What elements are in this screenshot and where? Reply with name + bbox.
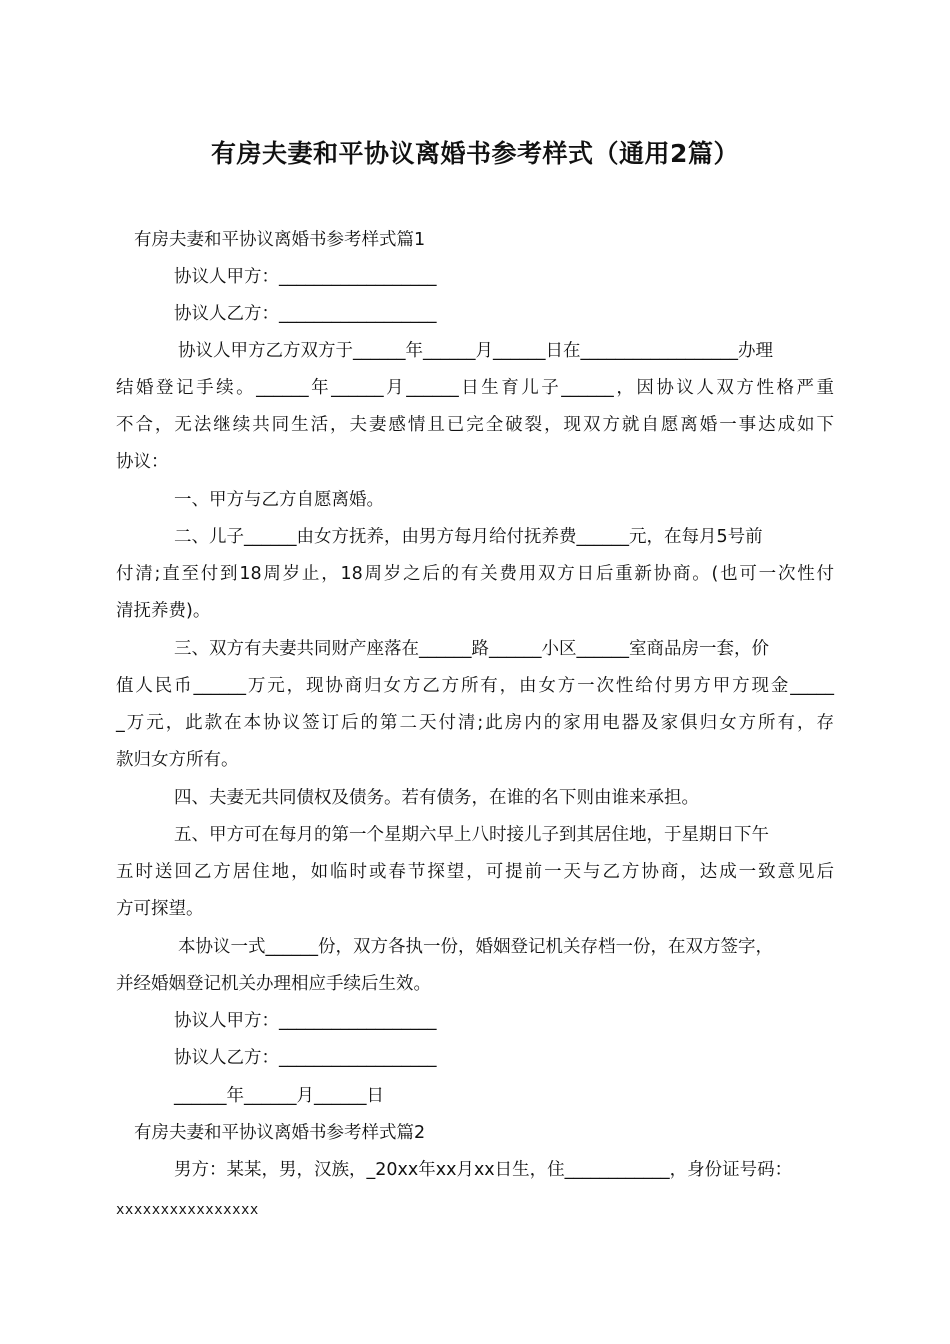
male-party-line: 男方：某某，男，汉族，_20xx年xx月xx日生，住____________，身份证号码： bbox=[174, 1160, 793, 1180]
signature-party-b: 协议人乙方：__________________ bbox=[174, 1048, 437, 1068]
effect-clause-line: 本协议一式______份，双方各执一份，婚姻登记机关存档一份，在双方签字， bbox=[178, 937, 773, 957]
clause-2-line: 清抚养费)。 bbox=[116, 601, 211, 621]
paragraph-line: 协议人甲方乙方双方于______年______月______日在__________________办理 bbox=[178, 341, 773, 361]
signature-date: ______年______月______日 bbox=[174, 1086, 384, 1106]
clause-3-line: _万元，此款在本协议签订后的第二天付清;此房内的家用电器及家俱归女方所有，存 bbox=[116, 713, 834, 733]
effect-clause-line: 并经婚姻登记机关办理相应手续后生效。 bbox=[116, 974, 431, 994]
party-a-line: 协议人甲方：__________________ bbox=[174, 267, 437, 287]
clause-1: 一、甲方与乙方自愿离婚。 bbox=[174, 490, 384, 510]
paragraph-line: 结婚登记手续。______年______月______日生育儿子______，因协议人双方性格严重 bbox=[116, 378, 834, 398]
clause-2-line: 付清;直至付到18周岁止，18周岁之后的有关费用双方日后重新协商。(也可一次性付 bbox=[116, 564, 834, 584]
section-heading-2: 有房夫妻和平协议离婚书参考样式篇2 bbox=[134, 1123, 426, 1143]
clause-3-line: 三、双方有夫妻共同财产座落在______路______小区______室商品房一套，价 bbox=[174, 639, 769, 659]
clause-5-line: 五、甲方可在每月的第一个星期六早上八时接儿子到其居住地，于星期日下午 bbox=[174, 825, 769, 845]
signature-party-a: 协议人甲方：__________________ bbox=[174, 1011, 437, 1031]
id-number-line: xxxxxxxxxxxxxxxx bbox=[116, 1202, 259, 1218]
section-heading-1: 有房夫妻和平协议离婚书参考样式篇1 bbox=[134, 230, 426, 250]
clause-4: 四、夫妻无共同债权及债务。若有债务，在谁的名下则由谁来承担。 bbox=[174, 788, 699, 808]
clause-5-line: 方可探望。 bbox=[116, 899, 204, 919]
clause-3-line: 值人民币______万元，现协商归女方乙方所有，由女方一次性给付男方甲方现金_____ bbox=[116, 676, 834, 696]
paragraph-line: 不合，无法继续共同生活，夫妻感情且已完全破裂，现双方就自愿离婚一事达成如下 bbox=[116, 415, 834, 435]
clause-5-line: 五时送回乙方居住地，如临时或春节探望，可提前一天与乙方协商，达成一致意见后 bbox=[116, 862, 834, 882]
clause-3-line: 款归女方所有。 bbox=[116, 750, 239, 770]
clause-2-line: 二、儿子______由女方抚养，由男方每月给付抚养费______元，在每月5号前 bbox=[174, 527, 763, 547]
party-b-line: 协议人乙方：__________________ bbox=[174, 304, 437, 324]
paragraph-line: 协议： bbox=[116, 452, 169, 472]
document-title: 有房夫妻和平协议离婚书参考样式（通用2篇） bbox=[211, 139, 739, 168]
